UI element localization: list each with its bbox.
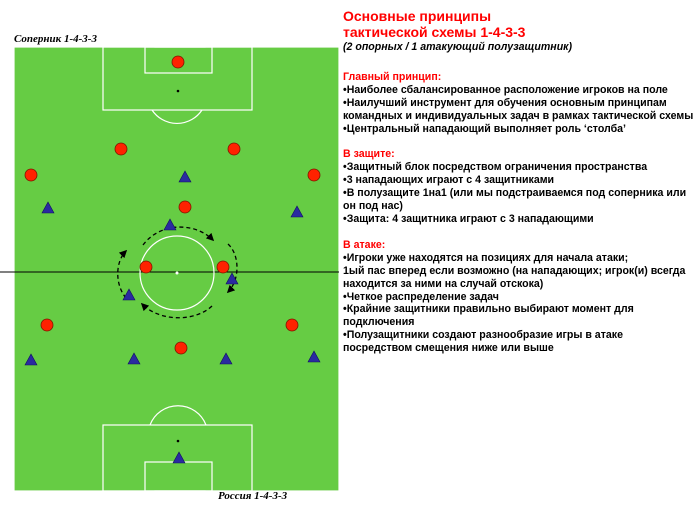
list-item: •3 нападающих играют с 4 защитниками: [343, 174, 555, 187]
center-spot: [176, 272, 179, 275]
pitch-field: [0, 39, 339, 497]
opponent-player: [115, 143, 127, 155]
list-item: •Защитный блок посредством ограничения пространства: [343, 161, 648, 174]
list-item: 1ый пас вперед если возможно (на нападающих; игрок(и) всегда находится за ними на случай отскока): [343, 264, 686, 290]
opponent-player: [179, 201, 191, 213]
opponent-player: [308, 169, 320, 181]
panel-title-line1: Основные принципы: [343, 8, 492, 24]
opponent-player: [41, 319, 53, 331]
section-defense: [343, 148, 695, 225]
opponent-player: [286, 319, 298, 331]
panel-title-line2: тактической схемы 1-4-3-3: [343, 24, 526, 40]
panel-subtitle: (2 опорных / 1 атакующий полузащитник): [343, 41, 573, 53]
principles-panel: [343, 8, 695, 368]
list-item: •Центральный нападающий выполняет роль ‘столба’: [343, 122, 626, 135]
top-penalty-spot: [177, 90, 180, 93]
top-goal: [155, 39, 205, 47]
list-item: •Четкое распределение задач: [343, 290, 499, 303]
opponent-goalkeeper: [172, 56, 184, 68]
list-item: •Наиболее сбалансированное расположение игроков на поле: [343, 83, 668, 96]
list-item: •Защита: 4 защитника играют с 3 нападающими: [343, 212, 594, 225]
home-formation-label: Россия 1-4-3-3: [218, 490, 288, 502]
section-heading: Главный принцип:: [343, 70, 442, 83]
section-heading: В атаке:: [343, 238, 386, 251]
list-item: •Крайние защитники правильно выбирают момент для подключения: [343, 303, 634, 329]
section-heading: В защите:: [343, 148, 395, 161]
section-main-principle: [343, 71, 695, 136]
list-item: •В полузащите 1на1 (или мы подстраиваемся под соперника или он под нас): [343, 187, 687, 213]
list-item: •Игроки уже находятся на позициях для начала атаки;: [343, 251, 629, 264]
opponent-formation-label: Соперник 1-4-3-3: [14, 33, 97, 45]
bottom-penalty-spot: [177, 440, 180, 443]
pitch-surface: [14, 47, 339, 491]
opponent-player: [228, 143, 240, 155]
list-item: •Наилучший инструмент для обучения основным принципам командных и индивидуальных задач в рамках тактической схемы: [343, 96, 694, 122]
list-item: •Полузащитники создают разнообразие игры в атаке посредством смещения ниже или выше: [343, 329, 623, 355]
football-pitch-diagram: [0, 0, 340, 528]
opponent-player: [175, 342, 187, 354]
section-attack: [343, 239, 695, 355]
opponent-player: [140, 261, 152, 273]
opponent-player: [25, 169, 37, 181]
bottom-goal: [155, 491, 205, 497]
opponent-player: [217, 261, 229, 273]
